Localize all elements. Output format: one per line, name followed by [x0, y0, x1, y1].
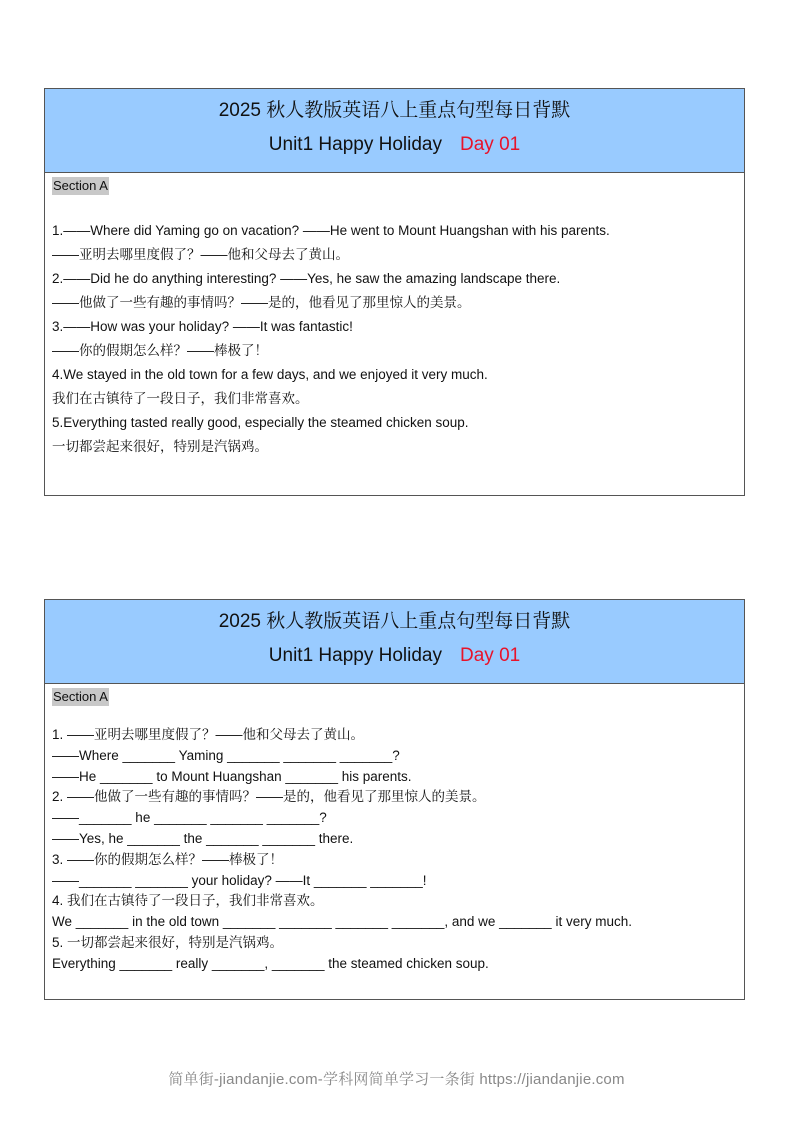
section-label: Section A: [53, 178, 108, 193]
card-header: [45, 600, 744, 684]
sentence-line: 5.Everything tasted really good, especially the steamed chicken soup.: [52, 415, 469, 430]
sentence-line: 2.——Did he do anything interesting? ——Yes, he saw the amazing landscape there.: [52, 271, 561, 286]
sentence-card-reading: [44, 88, 745, 496]
exercise-line: 3. ——你的假期怎么样？——棒极了！: [52, 851, 284, 867]
card-header: [45, 89, 744, 173]
section-label: Section A: [53, 689, 108, 704]
unit-label: Unit1 Happy Holiday: [268, 134, 442, 155]
page-footer: 简单街-jiandanjie.com-学科网简单学习一条街 https://jiandanjie.com: [168, 1071, 625, 1088]
exercise-line: ——Where _______ Yaming _______ _______ _______?: [52, 747, 400, 763]
sentence-card-dictation: [44, 599, 745, 1000]
sentence-line: 4.We stayed in the old town for a few days, and we enjoyed it very much.: [52, 367, 488, 382]
card-subtitle: [45, 133, 744, 157]
sentence-line: 1.——Where did Yaming go on vacation? ——He went to Mount Huangshan with his parents.: [52, 223, 610, 238]
sentence-line: ——你的假期怎么样？——棒极了！: [52, 343, 268, 358]
exercise-list: [45, 706, 744, 975]
exercise-line: Everything _______ really _______, _______ the steamed chicken soup.: [52, 955, 489, 971]
sentence-line: 一切都尝起来很好，特别是汽锅鸡。: [52, 439, 268, 454]
exercise-line: ——_______ he _______ _______ _______?: [52, 810, 327, 826]
exercise-line: 5. 一切都尝起来很好，特别是汽锅鸡。: [52, 934, 284, 950]
sentence-line: 3.——How was your holiday? ——It was fantastic!: [52, 319, 353, 334]
exercise-line: 2. ——他做了一些有趣的事情吗？——是的，他看见了那里惊人的美景。: [52, 789, 486, 805]
sentence-line: ——他做了一些有趣的事情吗？——是的，他看见了那里惊人的美景。: [52, 295, 471, 310]
sentence-line: ——亚明去哪里度假了？——他和父母去了黄山。: [52, 247, 349, 262]
sentence-list: [45, 195, 744, 459]
exercise-line: We _______ in the old town _______ _______ _______ _______, and we _______ it very much.: [52, 914, 632, 930]
day-label: Day 01: [460, 134, 521, 155]
card-title: 2025 秋人教版英语八上重点句型每日背默: [218, 611, 571, 632]
exercise-line: 4. 我们在古镇待了一段日子，我们非常喜欢。: [52, 893, 324, 909]
sentence-line: 我们在古镇待了一段日子，我们非常喜欢。: [52, 391, 309, 406]
exercise-line: ——He _______ to Mount Huangshan _______ his parents.: [52, 768, 412, 784]
exercise-line: 1. ——亚明去哪里度假了？——他和父母去了黄山。: [52, 727, 365, 742]
exercise-line: ——_______ _______ your holiday? ——It _______ _______!: [52, 872, 427, 888]
exercise-line: ——Yes, he _______ the _______ _______ there.: [52, 830, 354, 846]
day-label: Day 01: [460, 645, 521, 666]
card-title: 2025 秋人教版英语八上重点句型每日背默: [218, 100, 571, 121]
unit-label: Unit1 Happy Holiday: [268, 645, 442, 666]
card-subtitle: [45, 644, 744, 668]
